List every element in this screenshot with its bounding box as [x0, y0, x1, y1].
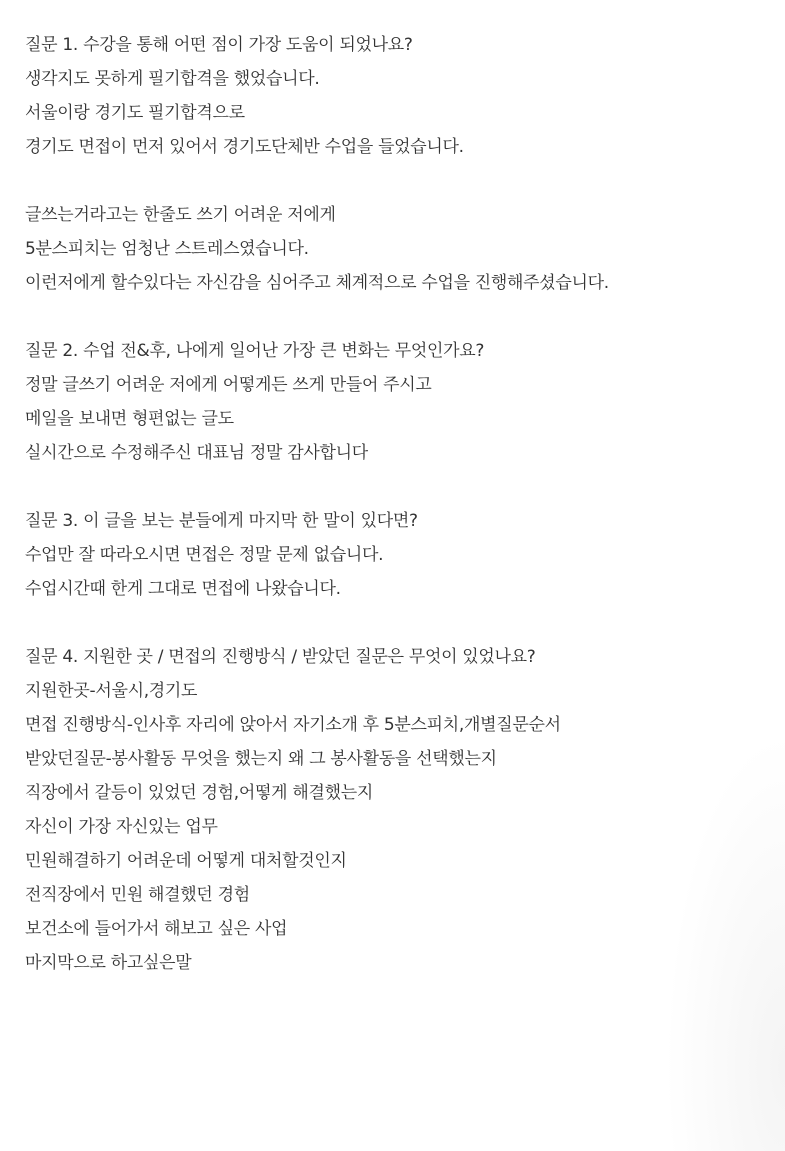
question-1-heading: 질문 1. 수강을 통해 어떤 점이 가장 도움이 되었나요?: [25, 35, 413, 55]
answer-line: 민원해결하기 어려운데 어떻게 대처할것인지: [25, 851, 347, 871]
answer-line: 글쓰는거라고는 한줄도 쓰기 어려운 저에게: [25, 205, 336, 225]
answer-line: 5분스피치는 엄청난 스트레스였습니다.: [25, 239, 309, 259]
question-4-block: [25, 640, 775, 980]
answer-line: 전직장에서 민원 해결했던 경험: [25, 885, 250, 905]
question-4-heading: 질문 4. 지원한 곳 / 면접의 진행방식 / 받았던 질문은 무엇이 있었나요?: [25, 647, 536, 667]
answer-line: 이런저에게 할수있다는 자신감을 심어주고 체계적으로 수업을 진행해주셨습니다.: [25, 273, 609, 293]
answer-line: 면접 진행방식-인사후 자리에 앉아서 자기소개 후 5분스피치,개별질문순서: [25, 715, 561, 735]
answer-line: 경기도 면접이 먼저 있어서 경기도단체반 수업을 들었습니다.: [25, 137, 464, 157]
answer-line: 보건소에 들어가서 해보고 싶은 사업: [25, 919, 288, 939]
answer-line: 직장에서 갈등이 있었던 경험,어떻게 해결했는지: [25, 783, 373, 803]
review-content: [25, 28, 775, 980]
answer-line: 메일을 보내면 형편없는 글도: [25, 409, 234, 429]
answer-line: 지원한곳-서울시,경기도: [25, 681, 198, 701]
question-2-block: [25, 334, 775, 470]
answer-line: 수업만 잘 따라오시면 면접은 정말 문제 없습니다.: [25, 545, 384, 565]
question-3-block: [25, 504, 775, 606]
answer-line: 마지막으로 하고싶은말: [25, 953, 192, 973]
answer-line: 수업시간때 한게 그대로 면접에 나왔습니다.: [25, 579, 341, 599]
question-1-block: [25, 28, 775, 164]
question-3-heading: 질문 3. 이 글을 보는 분들에게 마지막 한 말이 있다면?: [25, 511, 418, 531]
answer-line: 생각지도 못하게 필기합격을 했었습니다.: [25, 69, 320, 89]
answer-line: 받았던질문-봉사활동 무엇을 했는지 왜 그 봉사활동을 선택했는지: [25, 749, 497, 769]
question-2-heading: 질문 2. 수업 전&후, 나에게 일어난 가장 큰 변화는 무엇인가요?: [25, 341, 485, 361]
answer-line: 자신이 가장 자신있는 업무: [25, 817, 218, 837]
answer-paragraph-block: [25, 198, 775, 300]
answer-line: 서울이랑 경기도 필기합격으로: [25, 103, 245, 123]
answer-line: 정말 글쓰기 어려운 저에게 어떻게든 쓰게 만들어 주시고: [25, 375, 432, 395]
answer-line: 실시간으로 수정해주신 대표님 정말 감사합니다: [25, 443, 368, 463]
